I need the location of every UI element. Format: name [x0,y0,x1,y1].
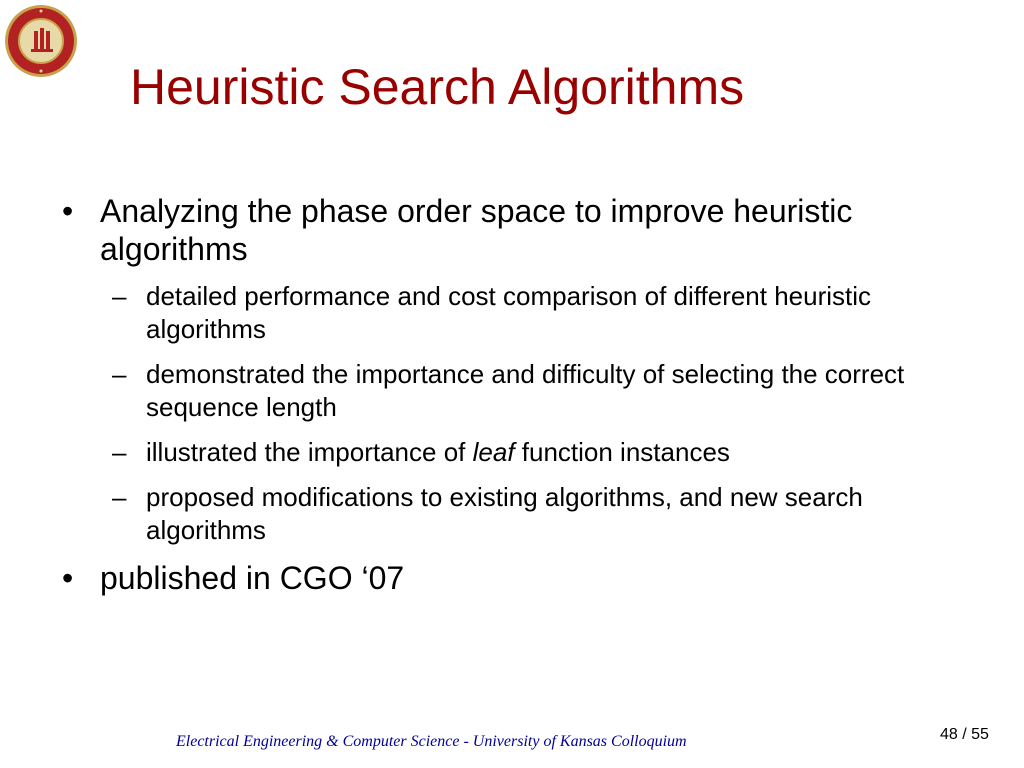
page-separator: / [957,726,972,743]
seal-torch-center [40,28,44,49]
seal-torch-right [46,31,50,49]
bullet-item [62,192,982,268]
sub-bullet-text-pre: illustrated the importance of [146,437,473,467]
bullet-marker: • [62,193,74,229]
dash-marker: – [112,359,127,389]
page-number [940,726,989,744]
page-total: 55 [971,726,989,743]
sub-bullet-text: demonstrated the importance and difficulty of selecting the correct sequence length [146,359,905,422]
sub-bullet-emphasis: leaf [472,437,515,467]
slide-title: Heuristic Search Algorithms [130,59,745,115]
sub-bullet-item [62,280,982,346]
page-current: 48 [940,726,958,743]
sub-bullet-text: proposed modifications to existing algorithms, and new search algorithms [146,482,863,545]
sub-bullet-text-post: function instances [514,437,730,467]
dash-marker: – [112,281,127,311]
sub-bullet-text: detailed performance and cost comparison of different heuristic algorithms [146,281,872,344]
seal-torch-left [34,31,38,49]
bullet-item [62,559,982,597]
dash-marker: – [112,482,127,512]
footer-text: Electrical Engineering & Computer Science - University of Kansas Colloquium [176,733,687,750]
sub-bullet-item [62,481,982,547]
bullet-text: Analyzing the phase order space to improve heuristic algorithms [100,193,853,267]
bullet-marker: • [62,560,74,596]
bullet-text: published in CGO ‘07 [100,560,405,596]
university-seal-logo [4,4,78,78]
dash-marker: – [112,437,127,467]
sub-bullet-item [62,436,982,469]
sub-bullet-item [62,358,982,424]
slide-content [62,192,982,609]
